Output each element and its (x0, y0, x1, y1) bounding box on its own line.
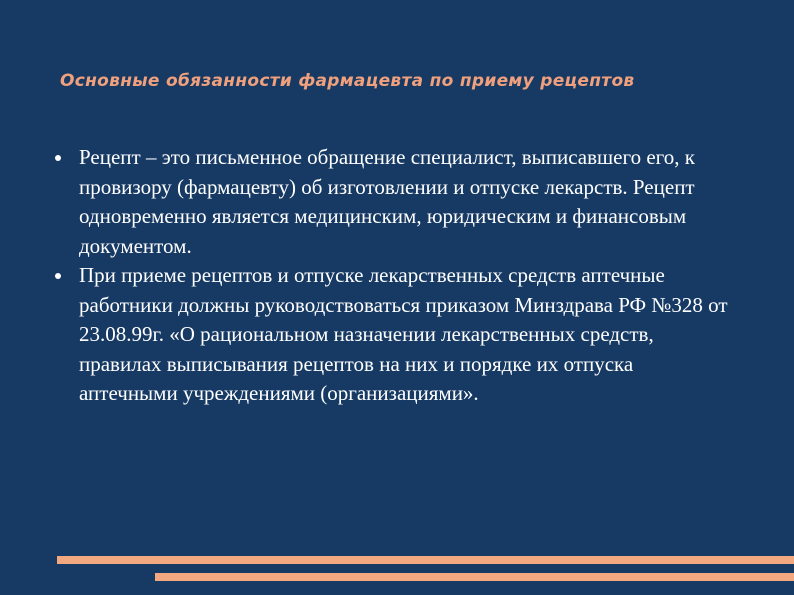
bullet-list (52, 143, 732, 409)
slide-title: Основные обязанности фармацевта по приему рецептов (60, 71, 635, 91)
decorative-bar-top (57, 556, 794, 564)
bullet-text: Рецепт – это письменное обращение специалист, выписавшего его, к провизору (фармацевту) об изготовлении и отпуске лекарств. Рецепт одновременно является медицинским, юридическим и финансовым документом. (79, 145, 695, 258)
bullet-dot-icon (55, 155, 61, 161)
bullet-item (52, 143, 732, 261)
bullet-text: При приеме рецептов и отпуске лекарственных средств аптечные работники должны руководствоваться приказом Минздрава РФ №328 от 23.08.99г. «О рациональном назначении лекарственных средств, правилах выписывания рецептов на них и порядке их отпуска аптечными учреждениями (организациями». (79, 263, 728, 405)
bullet-dot-icon (55, 273, 61, 279)
decorative-bar-bottom (155, 573, 794, 581)
bullet-item (52, 261, 732, 409)
